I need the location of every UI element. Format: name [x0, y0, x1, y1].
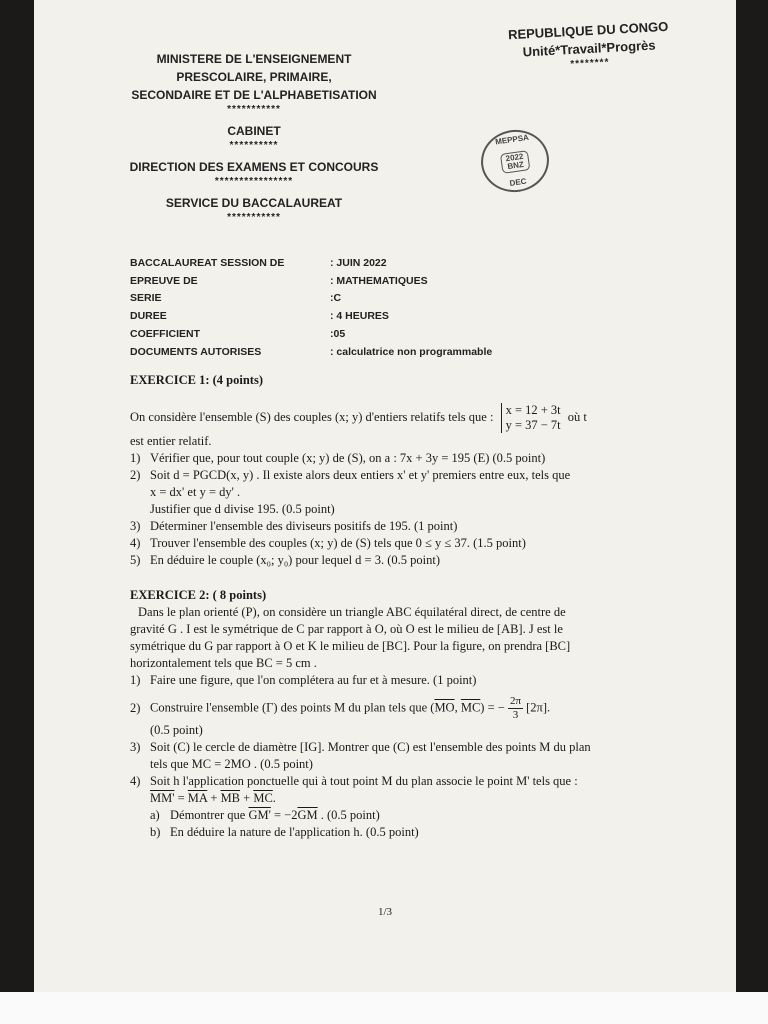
question-number: 3) [130, 519, 141, 533]
info-label: BACCALAUREAT SESSION DE [130, 256, 285, 269]
sub-question [130, 807, 685, 824]
vector-mo: $\overline{MO}$ [434, 700, 455, 715]
question-fragment: = −2 [270, 808, 298, 822]
question [130, 535, 685, 552]
vector-mb: $\overline{MB}$ [220, 791, 241, 805]
question-number: 4) [130, 536, 141, 550]
vector-mc: $\overline{MC}$ [253, 791, 273, 805]
separator-stars: *********** [227, 212, 281, 223]
info-label: DOCUMENTS AUTORISES [130, 345, 262, 358]
question [130, 773, 685, 790]
exercise-1-intro-cont: est entier relatif. [130, 434, 212, 448]
question-text: Déterminer l'ensemble des diviseurs positifs de 195. (1 point) [150, 519, 458, 533]
question [130, 695, 685, 722]
question-text: Soit h l'application ponctuelle qui à tout point M du plan associe le point M' tels que : [150, 774, 578, 788]
separator-stars: ******** [570, 56, 610, 70]
exam-info-table [130, 254, 530, 361]
question-equation: x = dx' et y = dy' . [150, 485, 241, 499]
question [130, 467, 685, 484]
background-strip [0, 992, 768, 1024]
fraction-denominator: 3 [512, 709, 519, 721]
separator-stars: **************** [214, 176, 294, 187]
stamp-code: BNZ [506, 159, 525, 172]
info-row [130, 290, 530, 308]
info-row [130, 254, 530, 272]
question-number: 4) [130, 774, 141, 788]
exercise-1-title: EXERCICE 1: (4 points) [130, 373, 264, 387]
info-value: : MATHEMATIQUES [330, 274, 428, 287]
vector-equation [130, 790, 685, 807]
official-stamp [477, 126, 553, 197]
page-number: 1/3 [377, 906, 393, 918]
question-text: Soit (C) le cercle de diamètre [IG]. Montrer que (C) est l'ensemble des points M du plan [150, 740, 591, 754]
info-row [130, 325, 530, 343]
equation-fragment: + [240, 791, 254, 805]
info-value: : calculatrice non programmable [330, 345, 493, 358]
question-number: 1) [130, 673, 141, 687]
sub-question-text: En déduire la nature de l'application h. (0.5 point) [170, 825, 419, 839]
info-row [130, 343, 530, 361]
question-text: tels que MC = 2MO . (0.5 point) [150, 757, 313, 771]
ministry-header [114, 50, 394, 224]
vector-gm-prime: GM' [248, 808, 271, 822]
question [130, 739, 685, 756]
republic-title: REPUBLIQUE DU CONGO [507, 18, 669, 43]
ministry-line-2: PRESCOLAIRE, PRIMAIRE, [176, 70, 332, 84]
info-row [130, 307, 530, 325]
info-label: EPREUVE DE [130, 274, 198, 287]
info-label: SERIE [130, 292, 162, 305]
question [130, 518, 685, 535]
question-fragment: ) = − [480, 700, 505, 715]
question-fragment: . (0.5 point) [317, 808, 380, 822]
fraction-numerator: 2π [509, 695, 521, 707]
question-text: Faire une figure, que l'on complétera au fur et à mesure. (1 point) [150, 673, 477, 687]
question-fragment: , [454, 700, 461, 715]
stamp-year: 2022 [505, 151, 524, 164]
equation-fragment: = [174, 791, 188, 805]
exercise-1-intro [130, 403, 685, 433]
exercise-2-paragraph: symétrique du G par rapport à O et K le milieu de [BC]. Pour la figure, on prendra [BC] [130, 639, 571, 653]
exercise-2-paragraph: gravité G . I est le symétrique de C par rapport à O, où O est le milieu de [AB]. J est le [130, 622, 563, 636]
question-number: 2) [130, 468, 141, 482]
ministry-line-3: SECONDAIRE ET DE L'ALPHABETISATION [131, 88, 377, 102]
exercise-2-paragraph: horizontalement tels que BC = 5 cm . [130, 656, 317, 670]
parametric-system [501, 403, 561, 433]
question-number: 3) [130, 740, 141, 754]
republic-header [493, 17, 685, 75]
exercise-2-title: EXERCICE 2: ( 8 points) [130, 588, 267, 602]
question-fragment: [2π]. [526, 700, 551, 715]
info-value: :05 [330, 328, 346, 341]
question-text: Justifier que d divise 195. (0.5 point) [150, 502, 335, 516]
question-text: Soit d = PGCD(x, y) . Il existe alors deux entiers x' et y' premiers entre eux, tels que [150, 468, 571, 482]
sub-question [130, 824, 685, 841]
question-text: Trouver l'ensemble des couples (x; y) de (S) tels que 0 ≤ y ≤ 37. (1.5 point) [150, 536, 526, 550]
equation-fragment: . [272, 791, 276, 805]
info-row [130, 272, 530, 290]
sub-question-text [170, 807, 380, 824]
exam-content [130, 372, 685, 841]
vector-mc: $\overline{MC}$ [460, 700, 481, 715]
info-value: : 4 HEURES [330, 310, 389, 323]
question-number: 2) [130, 701, 141, 715]
info-label: DUREE [130, 310, 167, 323]
direction-label: DIRECTION DES EXAMENS ET CONCOURS [129, 160, 379, 174]
question-text [150, 695, 550, 722]
cabinet-label: CABINET [227, 124, 281, 138]
sub-question-label: a) [150, 808, 160, 822]
separator-stars: ********** [229, 140, 279, 151]
question-text: En déduire le couple (x₀; y₀) pour lequel d = 3. (0.5 point) [150, 553, 440, 567]
separator-stars: *********** [227, 104, 281, 115]
question-points: (0.5 point) [150, 723, 203, 737]
question [130, 672, 685, 689]
question-fragment: Construire l'ensemble (Γ) des points M du plan tels que ( [150, 700, 435, 715]
vector-gm: $\overline{GM}$ [297, 808, 318, 822]
vector-ma: $\overline{MA}$ [187, 791, 208, 805]
info-value: :C [330, 292, 342, 305]
intro-end: où t [567, 409, 587, 424]
stamp-bottom-text: DEC [508, 176, 527, 188]
exam-page [34, 0, 736, 992]
question-number: 5) [130, 553, 141, 567]
equation-fragment: + [207, 791, 221, 805]
question-text: Vérifier que, pour tout couple (x; y) de (S), on a : 7x + 3y = 195 (E) (0.5 point) [150, 451, 546, 465]
national-motto: Unité*Travail*Progrès [522, 37, 656, 60]
sub-question-label: b) [150, 825, 161, 839]
system-line-1: x = 12 + 3t [505, 403, 561, 417]
stamp-top-text: MEPPSA [494, 132, 530, 147]
system-line-2: y = 37 − 7t [505, 418, 561, 432]
question [130, 450, 685, 467]
ministry-line-1: MINISTERE DE L'ENSEIGNEMENT [156, 52, 352, 66]
service-label: SERVICE DU BACCALAUREAT [165, 196, 343, 210]
question-number: 1) [130, 451, 141, 465]
info-value: : JUIN 2022 [330, 256, 387, 269]
question [130, 552, 685, 569]
stamp-date-box [500, 150, 531, 174]
exercise-2-paragraph: Dans le plan orienté (P), on considère un triangle ABC équilatéral direct, de centre de [138, 605, 566, 619]
fraction [508, 695, 523, 722]
question-fragment: Démontrer que [170, 808, 249, 822]
info-label: COEFFICIENT [130, 328, 200, 341]
vector-mm-prime: MM' [150, 791, 175, 805]
intro-text: On considère l'ensemble (S) des couples (x; y) d'entiers relatifs tels que : [130, 409, 494, 424]
